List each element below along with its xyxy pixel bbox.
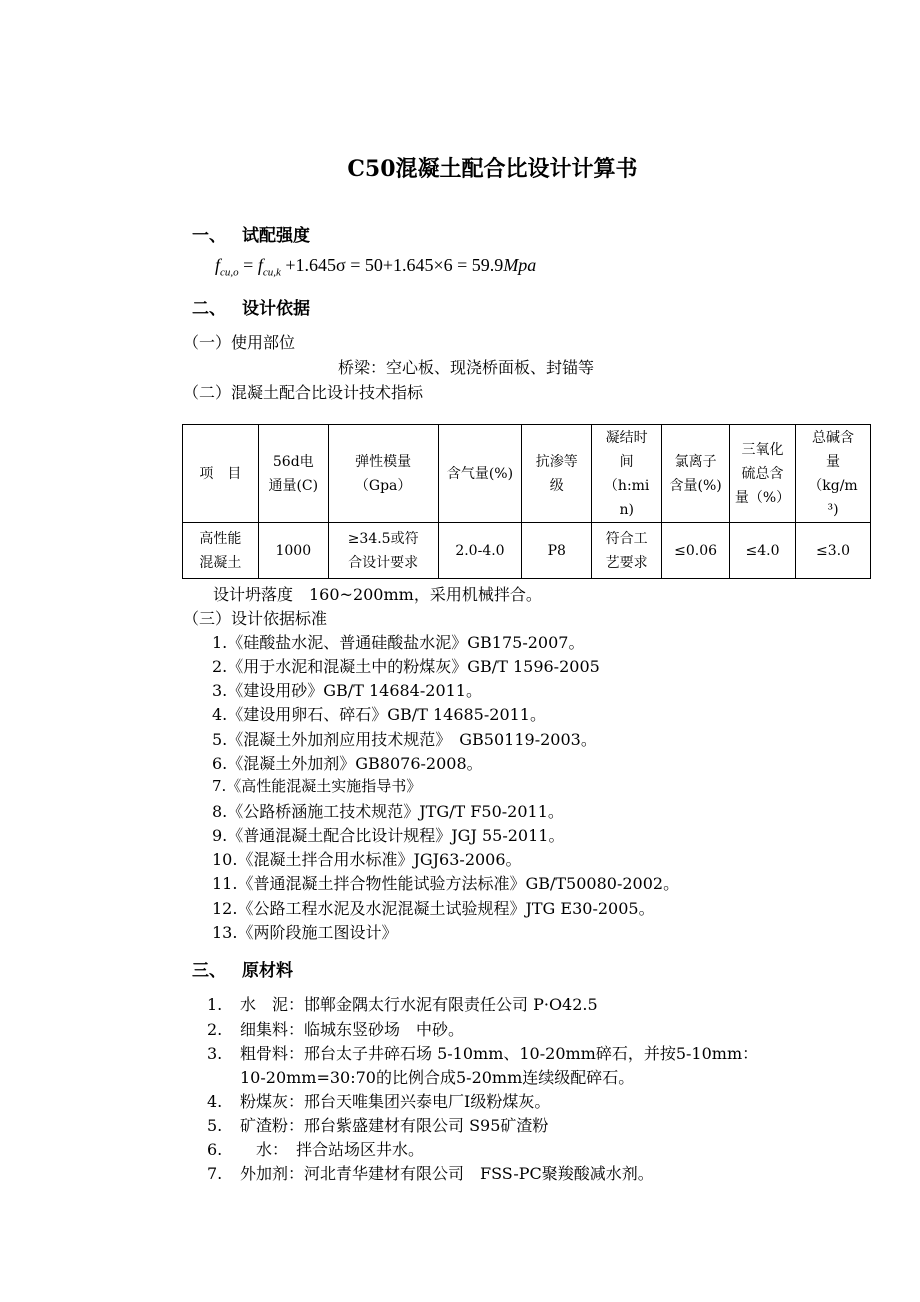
header-cell: [258, 425, 328, 523]
cell-line: 凝结时: [605, 429, 648, 446]
table-cell: [258, 523, 328, 579]
section-title: 试配强度: [242, 226, 310, 246]
formula-subscript: cu,k: [262, 266, 281, 279]
table-header-row: [183, 425, 871, 523]
cell-line: ≤0.06: [674, 542, 718, 559]
table-cell: [662, 523, 730, 579]
list-item: 2.《用于水泥和混凝土中的粉煤灰》GB/T 1596-2005: [212, 657, 600, 676]
list-item: [207, 1065, 634, 1088]
item-text: 水 泥：邯郸金隅太行水泥有限责任公司 P·O42.5: [240, 995, 598, 1014]
table-row: [183, 523, 871, 579]
cell-line: n): [619, 501, 634, 518]
header-cell: [328, 425, 438, 523]
cell-line: P8: [547, 542, 566, 559]
header-cell: [662, 425, 730, 523]
section-title: 设计依据: [242, 299, 310, 319]
table-cell: [438, 523, 522, 579]
cell-line: （h:mi: [603, 477, 650, 494]
header-cell: [592, 425, 662, 523]
cell-line: 间: [619, 453, 634, 470]
list-item: [207, 1089, 550, 1112]
list-item: 11.《普通混凝土拌合物性能试验方法标准》GB/T50080-2002。: [212, 874, 680, 893]
cell-line: 混凝土: [199, 554, 242, 571]
item-text: 水： 拌合站场区井水。: [240, 1140, 425, 1159]
cell-line: ≤4.0: [745, 542, 780, 559]
cell-line: 级: [549, 477, 564, 494]
formula-subscript: cu,o: [220, 266, 239, 279]
formula-symbol: f: [215, 255, 221, 275]
subsection-usage: （一）使用部位: [183, 333, 296, 352]
header-cell: [183, 425, 259, 523]
cell-line: 含量(%): [669, 477, 722, 494]
list-item: 10.《混凝土拌合用水标准》JGJ63-2006。: [212, 850, 522, 869]
item-text: 粉煤灰：邢台天唯集团兴泰电厂Ⅰ级粉煤灰。: [240, 1092, 551, 1111]
list-item: 7.《高性能混凝土实施指导书》: [212, 777, 422, 795]
usage-text: 桥梁：空心板、现浇桥面板、封锚等: [338, 358, 595, 377]
cell-line: 三氧化: [741, 441, 784, 458]
section-heading-2: [192, 294, 310, 319]
list-item: [207, 1161, 654, 1184]
page-title: C50混凝土配合比设计计算书: [347, 156, 638, 182]
list-item: 12.《公路工程水泥及水泥混凝土试验规程》JTG E30-2005。: [212, 899, 655, 918]
list-item: 13.《两阶段施工图设计》: [212, 923, 398, 942]
cell-line: 2.0-4.0: [455, 542, 505, 559]
cell-line: ≤3.0: [815, 542, 850, 559]
item-text: 细集料：临城东竖砂场 中砂。: [240, 1020, 465, 1039]
cell-line: 抗渗等: [535, 453, 578, 470]
strength-formula: [215, 255, 536, 279]
subsection-spec: （二）混凝土配合比设计技术指标: [183, 383, 424, 402]
cell-line: 总碱含: [811, 429, 854, 446]
table-cell: [730, 523, 796, 579]
section-number: 一、: [192, 226, 226, 246]
header-cell: [522, 425, 592, 523]
section-heading-3: [192, 956, 293, 981]
item-number: 7.: [207, 1164, 223, 1183]
cell-line: （kg/m: [808, 477, 858, 494]
list-item: 8.《公路桥涵施工技术规范》JTG/T F50-2011。: [212, 802, 564, 821]
list-item: 4.《建设用卵石、碎石》GB/T 14685-2011。: [212, 705, 546, 724]
cell-line: 符合工: [605, 530, 648, 547]
item-number: 6.: [207, 1140, 223, 1159]
cell-line: 通量(C): [268, 477, 319, 494]
cell-line: 含气量(%): [446, 465, 514, 482]
formula-expression: +1.645σ = 50+1.645×6 = 59.9: [280, 255, 504, 275]
item-number: 5.: [207, 1116, 223, 1135]
list-item: 1.《硅酸盐水泥、普通硅酸盐水泥》GB175-2007。: [212, 633, 585, 652]
cell-line: 硫总含: [741, 465, 784, 482]
section-heading-1: [192, 221, 310, 246]
table-cell: [592, 523, 662, 579]
cell-line: 艺要求: [605, 554, 648, 571]
cell-line: 项 目: [199, 465, 242, 482]
formula-unit: Mpa: [503, 255, 537, 275]
section-title: 原材料: [242, 961, 293, 981]
list-item: [207, 1113, 548, 1136]
item-text: 粗骨料：邢台太子井碎石场 5-10mm、10-20mm碎石，并按5-10mm：: [240, 1044, 759, 1063]
item-text: 外加剂：河北青华建材有限公司 FSS-PC聚羧酸减水剂。: [240, 1164, 654, 1183]
cell-line: 弹性模量: [355, 453, 412, 470]
cell-line: 56d电: [272, 453, 314, 470]
spec-table: [182, 424, 871, 579]
cell-line: ≥34.5或符: [347, 530, 419, 547]
section-number: 二、: [192, 299, 226, 319]
table-cell: [183, 523, 259, 579]
cell-line: 量（%）: [734, 489, 791, 506]
cell-line: （Gpa）: [354, 477, 412, 494]
formula-symbol: f: [257, 255, 263, 275]
cell-line: 高性能: [199, 530, 242, 547]
cell-line: 合设计要求: [348, 554, 419, 571]
cell-line: ³): [827, 501, 839, 518]
item-number: 1.: [207, 995, 223, 1014]
list-item: 3.《建设用砂》GB/T 14684-2011。: [212, 681, 482, 700]
list-item: [207, 1041, 758, 1064]
list-item: 5.《混凝土外加剂应用技术规范》 GB50119-2003。: [212, 730, 597, 749]
slump-text: 设计坍落度 160~200mm，采用机械拌合。: [213, 585, 542, 604]
list-item: 9.《普通混凝土配合比设计规程》JGJ 55-2011。: [212, 826, 565, 845]
cell-line: 量: [825, 453, 840, 470]
header-cell: [730, 425, 796, 523]
cell-line: 氯离子: [674, 453, 717, 470]
table-cell: [795, 523, 870, 579]
table-cell: [328, 523, 438, 579]
item-number: 3.: [207, 1044, 223, 1063]
item-text: 矿渣粉：邢台紫盛建材有限公司 S95矿渣粉: [240, 1116, 549, 1135]
subsection-standards: （三）设计依据标准: [183, 609, 328, 628]
header-cell: [795, 425, 870, 523]
list-item: [207, 1017, 464, 1040]
table-cell: [522, 523, 592, 579]
header-cell: [438, 425, 522, 523]
item-number: 4.: [207, 1092, 223, 1111]
section-number: 三、: [192, 961, 226, 981]
item-number: 2.: [207, 1020, 223, 1039]
list-item: [207, 992, 598, 1015]
list-item: 6.《混凝土外加剂》GB8076-2008。: [212, 754, 483, 773]
list-item: [207, 1137, 424, 1160]
item-text: 10-20mm=30:70的比例合成5-20mm连续级配碎石。: [240, 1068, 635, 1087]
formula-equals: =: [238, 255, 258, 275]
cell-line: 1000: [275, 542, 312, 559]
